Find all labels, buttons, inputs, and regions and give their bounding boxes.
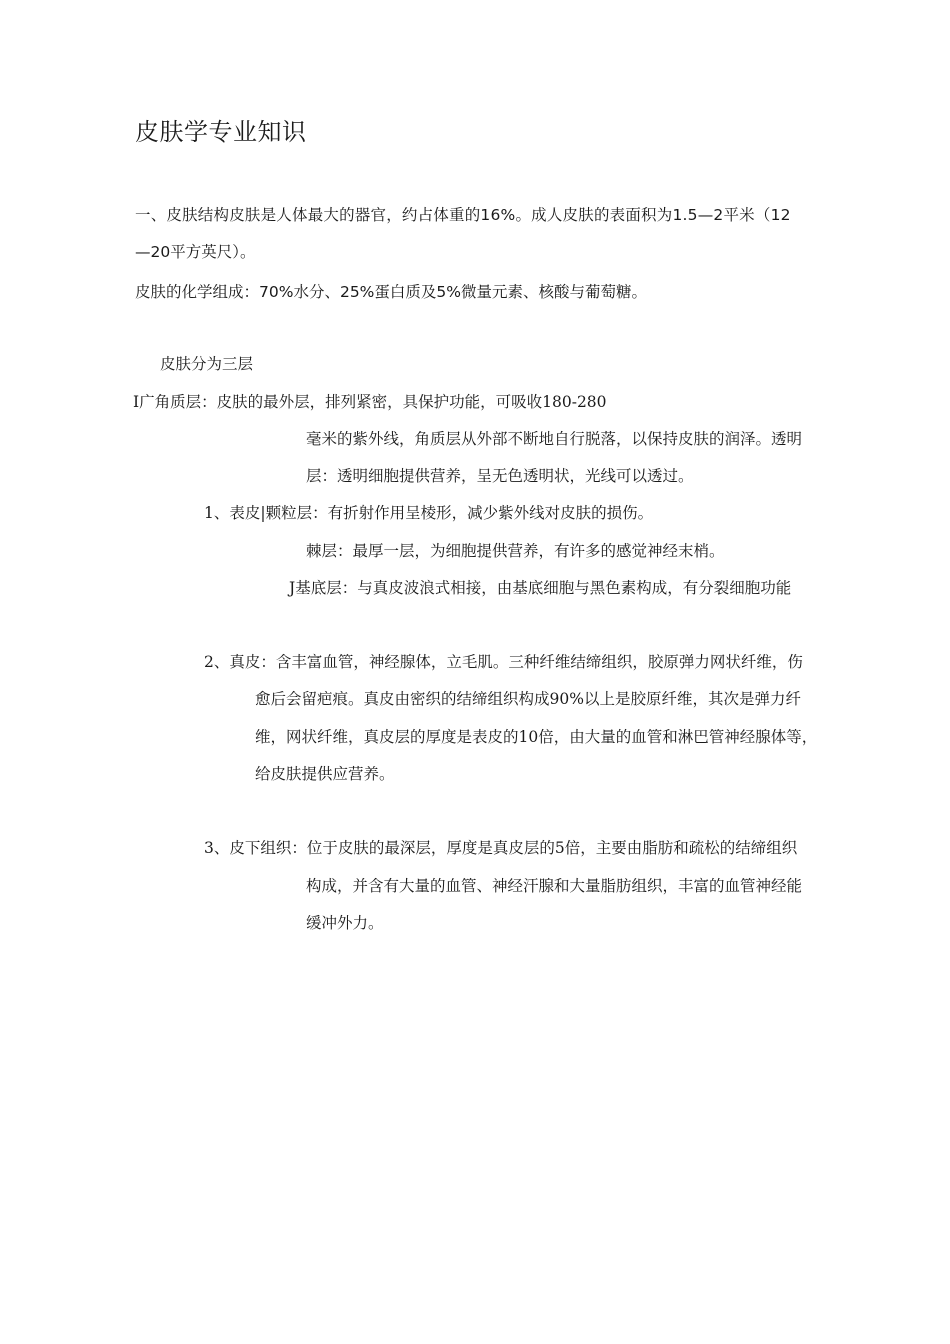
dermis-line-1: 2、真皮：含丰富血管，神经腺体，立毛肌。三种纤维结缔组织，胶原弹力网状纤维，伤 <box>204 653 803 671</box>
page-title: 皮肤学专业知识 <box>135 118 307 146</box>
intro-line-1: 一、皮肤结构皮肤是人体最大的器官，约占体重的16%。成人皮肤的表面积为1.5—2平米（12 <box>135 206 791 224</box>
intro-line-2: —20平方英尺）。 <box>135 243 256 261</box>
dermis-line-4: 给皮肤提供应营养。 <box>255 765 395 783</box>
subcutis-line-1: 3、皮下组织：位于皮肤的最深层，厚度是真皮层的5倍，主要由脂肪和疏松的结缔组织 <box>204 839 798 857</box>
stratum-corneum-line-2: 毫米的紫外线，角质层从外部不断地自行脱落，以保持皮肤的润泽。透明 <box>306 430 803 448</box>
subcutis-line-3: 缓冲外力。 <box>306 914 384 932</box>
subcutis-line-2: 构成，并含有大量的血管、神经汗腺和大量脂肪组织，丰富的血管神经能 <box>306 877 803 895</box>
stratum-granulosum-line: 1、表皮|颗粒层：有折射作用呈棱形，减少紫外线对皮肤的损伤。 <box>204 504 654 522</box>
dermis-line-3: 维，网状纤维，真皮层的厚度是表皮的10倍，由大量的血管和淋巴管神经腺体等， <box>255 728 818 746</box>
dermis-line-2: 愈后会留疤痕。真皮由密织的结缔组织构成90%以上是胶原纤维，其次是弹力纤 <box>255 690 801 708</box>
stratum-basale-line: J基底层：与真皮波浪式相接，由基底细胞与黑色素构成，有分裂细胞功能 <box>289 579 792 597</box>
stratum-lucidum-line: 层：透明细胞提供营养，呈无色透明状，光线可以透过。 <box>306 467 694 485</box>
intro-line-3: 皮肤的化学组成：70%水分、25%蛋白质及5%微量元素、核酸与葡萄糖。 <box>135 283 647 301</box>
stratum-corneum-line-1: I广角质层：皮肤的最外层，排列紧密，具保护功能，可吸收180-280 <box>133 393 607 411</box>
stratum-spinosum-line: 棘层：最厚一层，为细胞提供营养，有许多的感觉神经末梢。 <box>306 542 725 560</box>
layers-heading: 皮肤分为三层 <box>160 355 254 373</box>
